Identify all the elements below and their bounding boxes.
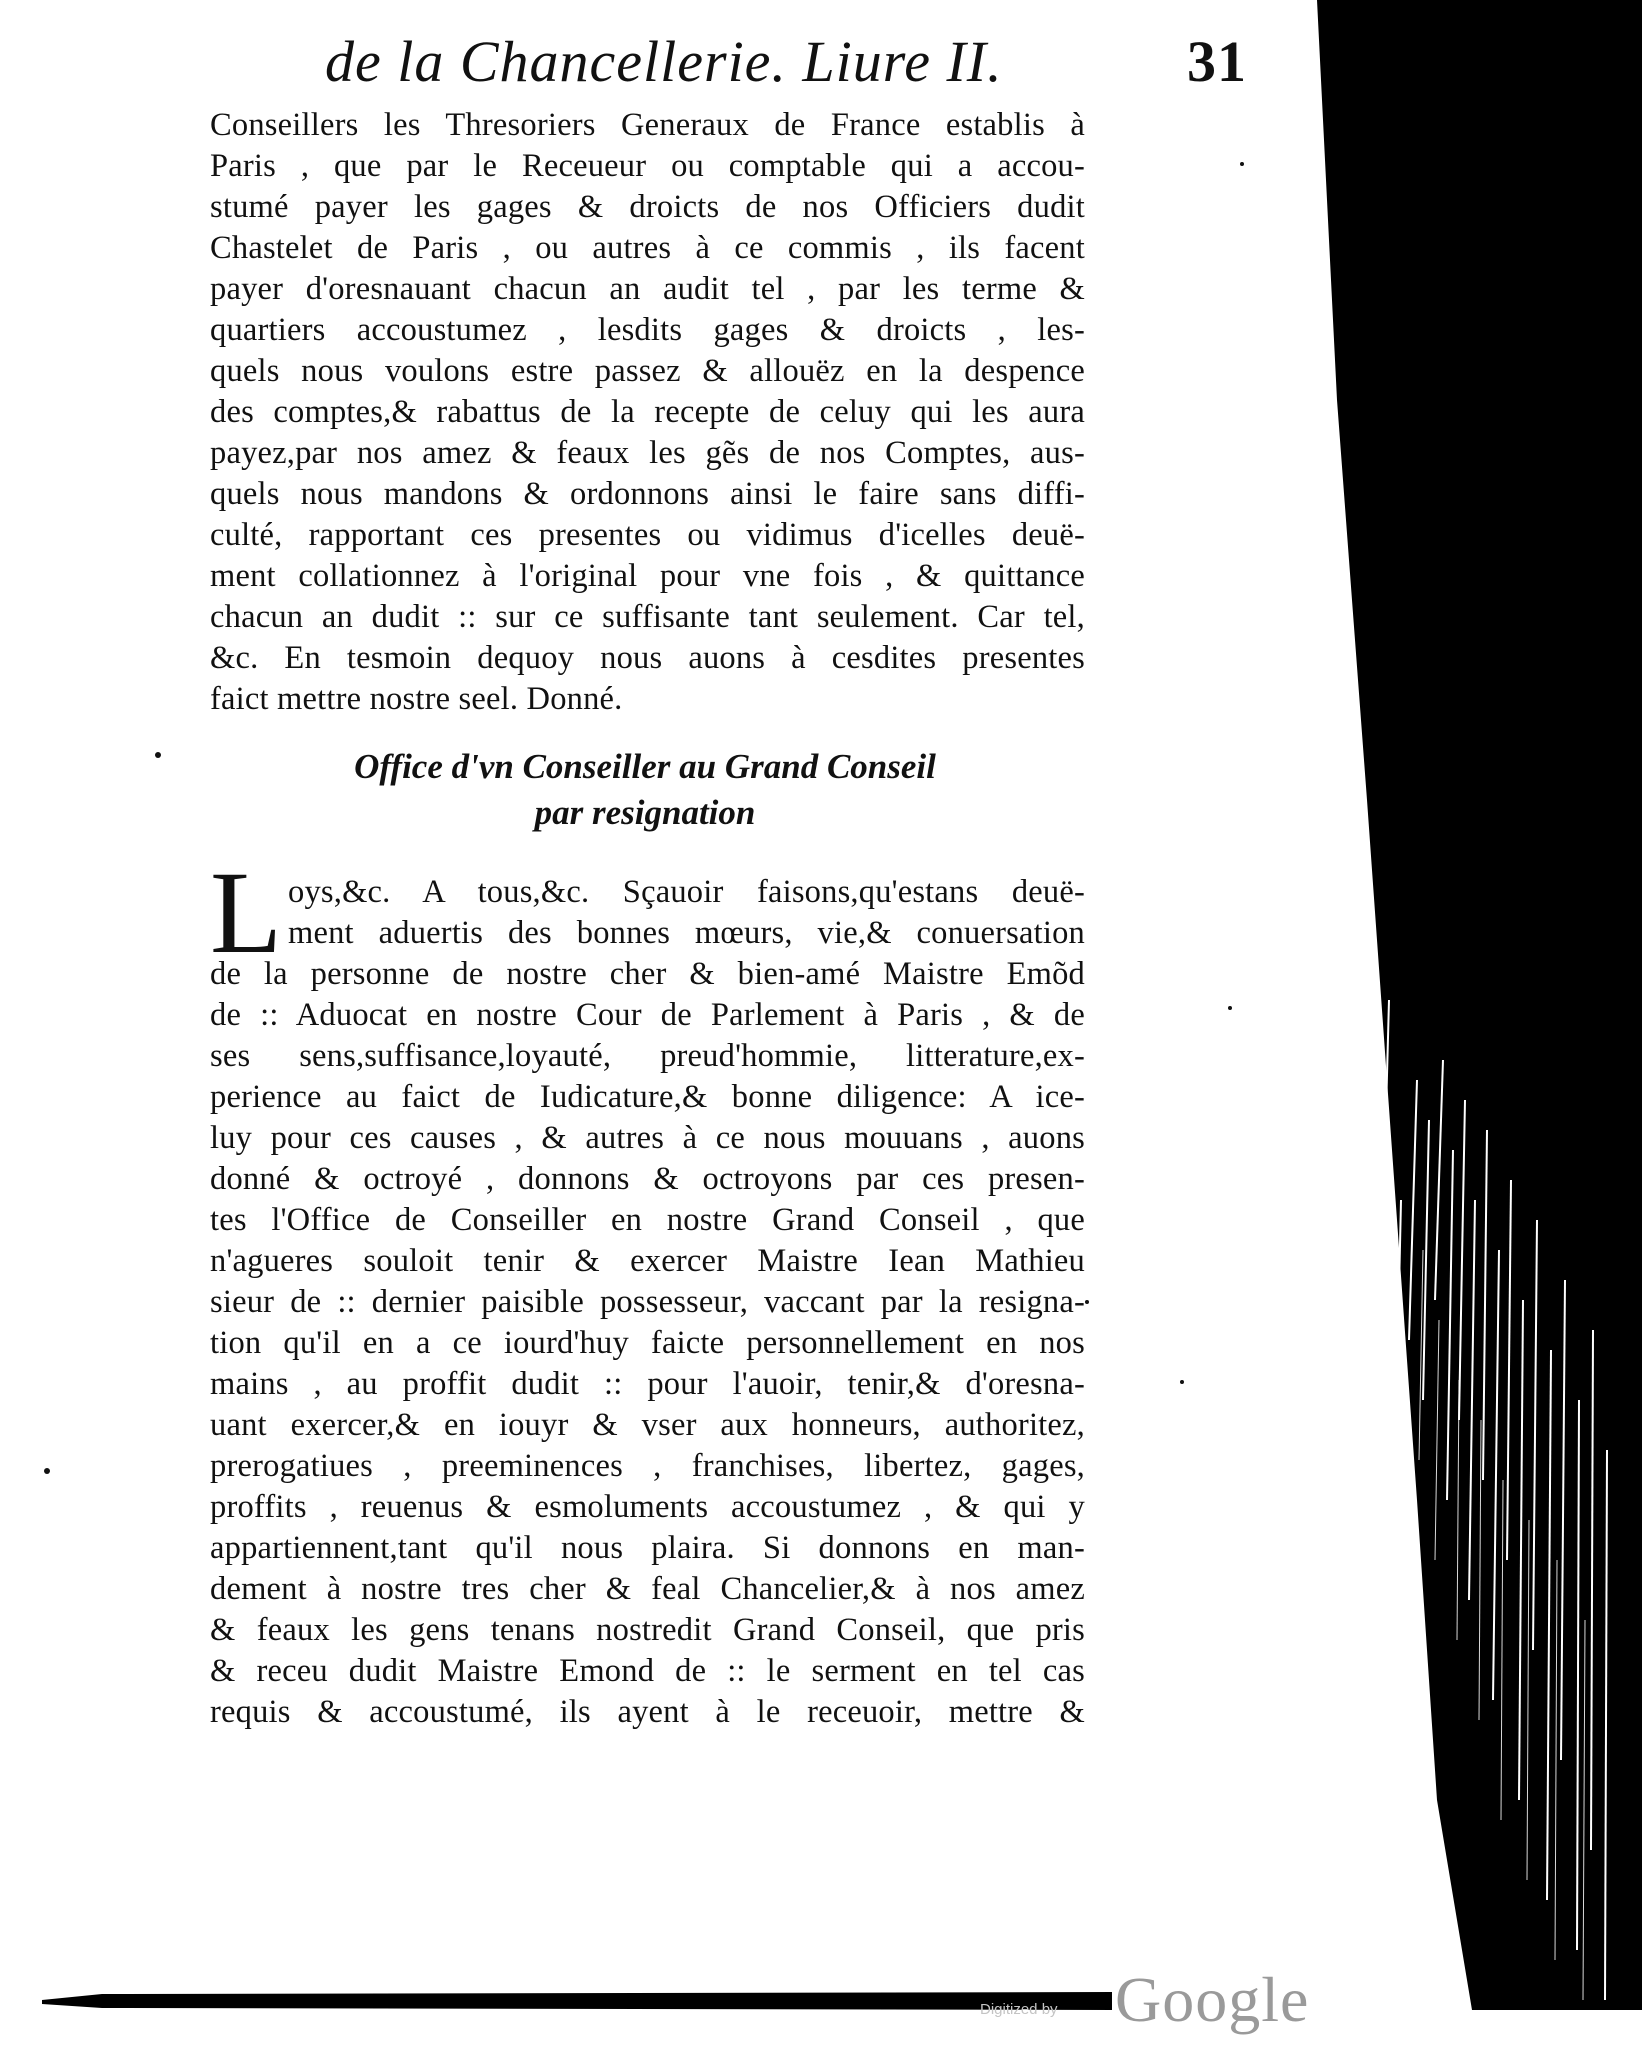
text-line: appartiennent,tant qu'il nous plaira. Si donnons en man-: [210, 1530, 1085, 1566]
bottom-shadow-rule: [42, 1988, 1112, 2014]
ink-speck: [155, 752, 161, 758]
heading-line-1: Office d'vn Conseiller au Grand Conseil: [354, 747, 936, 786]
google-watermark: Google: [1115, 1964, 1310, 2035]
text-line: des comptes,& rabattus de la recepte de celuy qui les aura: [210, 394, 1085, 430]
text-line: quels nous voulons estre passez & allouëz en la despence: [210, 353, 1085, 389]
paragraph-letters: [210, 872, 1085, 1733]
paragraph-continuation: [210, 105, 1085, 720]
text-line: proffits , reuenus & esmoluments accoustumez , & qui y: [210, 1489, 1085, 1525]
text-line: prerogatiues , preeminences , franchises, libertez, gages,: [210, 1448, 1085, 1484]
text-line: de :: Aduocat en nostre Cour de Parlement à Paris , & de: [210, 997, 1085, 1033]
ink-speck: [44, 1468, 50, 1474]
text-line: payez,par nos amez & feaux les gẽs de nos Comptes, aus-: [210, 435, 1085, 471]
ink-speck: [1240, 162, 1244, 166]
text-line: dement à nostre tres cher & feal Chancelier,& à nos amez: [210, 1571, 1085, 1607]
section-heading: [210, 744, 1080, 836]
digitized-by-label: Digitized by: [980, 2001, 1058, 2018]
ink-speck: [1085, 1300, 1089, 1304]
scanned-page-edge: [1297, 0, 1642, 2010]
text-line: de la personne de nostre cher & bien-amé Maistre Emõd: [210, 956, 1085, 992]
text-line: donné & octroyé , donnons & octroyons par ces presen-: [210, 1161, 1085, 1197]
text-line: Paris , que par le Receueur ou comptable qui a accou-: [210, 148, 1085, 184]
heading-line-2: par resignation: [534, 793, 756, 832]
text-line: luy pour ces causes , & autres à ce nous mouuans , auons: [210, 1120, 1085, 1156]
text-line: payer d'oresnauant chacun an audit tel , par les terme &: [210, 271, 1085, 307]
page-number: 31: [1187, 29, 1247, 94]
text-line: stumé payer les gages & droicts de nos Officiers dudit: [210, 189, 1085, 225]
text-line: &c. En tesmoin dequoy nous auons à cesdites presentes: [210, 640, 1085, 676]
text-line: uant exercer,& en iouyr & vser aux honneurs, authoritez,: [210, 1407, 1085, 1443]
drop-capital: L: [210, 847, 283, 978]
text-line: & receu dudit Maistre Emond de :: le serment en tel cas: [210, 1653, 1085, 1689]
text-line: ses sens,suffisance,loyauté, preud'hommie, litterature,ex-: [210, 1038, 1085, 1074]
text-line: quartiers accoustumez , lesdits gages & droicts , les-: [210, 312, 1085, 348]
text-line: sieur de :: dernier paisible possesseur, vaccant par la resigna-: [210, 1284, 1085, 1320]
text-line: mains , au proffit dudit :: pour l'auoir, tenir,& d'oresna-: [210, 1366, 1085, 1402]
text-line: tion qu'il en a ce iourd'huy faicte personnellement en nos: [210, 1325, 1085, 1361]
text-line: chacun an dudit :: sur ce suffisante tant seulement. Car tel,: [210, 599, 1085, 635]
text-line: oys,&c. A tous,&c. Sçauoir faisons,qu'estans deuë-: [288, 874, 1085, 910]
running-head-title: de la Chancellerie. Liure II.: [325, 29, 1003, 94]
text-line: Conseillers les Thresoriers Generaux de France establis à: [210, 107, 1085, 143]
running-head: [325, 28, 1325, 108]
text-line: ment aduertis des bonnes mœurs, vie,& conuersation: [288, 915, 1085, 951]
text-line: Chastelet de Paris , ou autres à ce commis , ils facent: [210, 230, 1085, 266]
ink-speck: [1180, 1380, 1184, 1384]
text-line: requis & accoustumé, ils ayent à le receuoir, mettre &: [210, 1694, 1085, 1730]
text-line: culté, rapportant ces presentes ou vidimus d'icelles deuë-: [210, 517, 1085, 553]
text-line: ment collationnez à l'original pour vne fois , & quittance: [210, 558, 1085, 594]
text-line: tes l'Office de Conseiller en nostre Grand Conseil , que: [210, 1202, 1085, 1238]
text-line: & feaux les gens tenans nostredit Grand Conseil, que pris: [210, 1612, 1085, 1648]
ink-speck: [1228, 1006, 1232, 1010]
text-line: quels nous mandons & ordonnons ainsi le faire sans diffi-: [210, 476, 1085, 512]
text-line: perience au faict de Iudicature,& bonne diligence: A ice-: [210, 1079, 1085, 1115]
text-line: faict mettre nostre seel. Donné.: [210, 681, 623, 717]
text-line: n'agueres souloit tenir & exercer Maistre Iean Mathieu: [210, 1243, 1085, 1279]
